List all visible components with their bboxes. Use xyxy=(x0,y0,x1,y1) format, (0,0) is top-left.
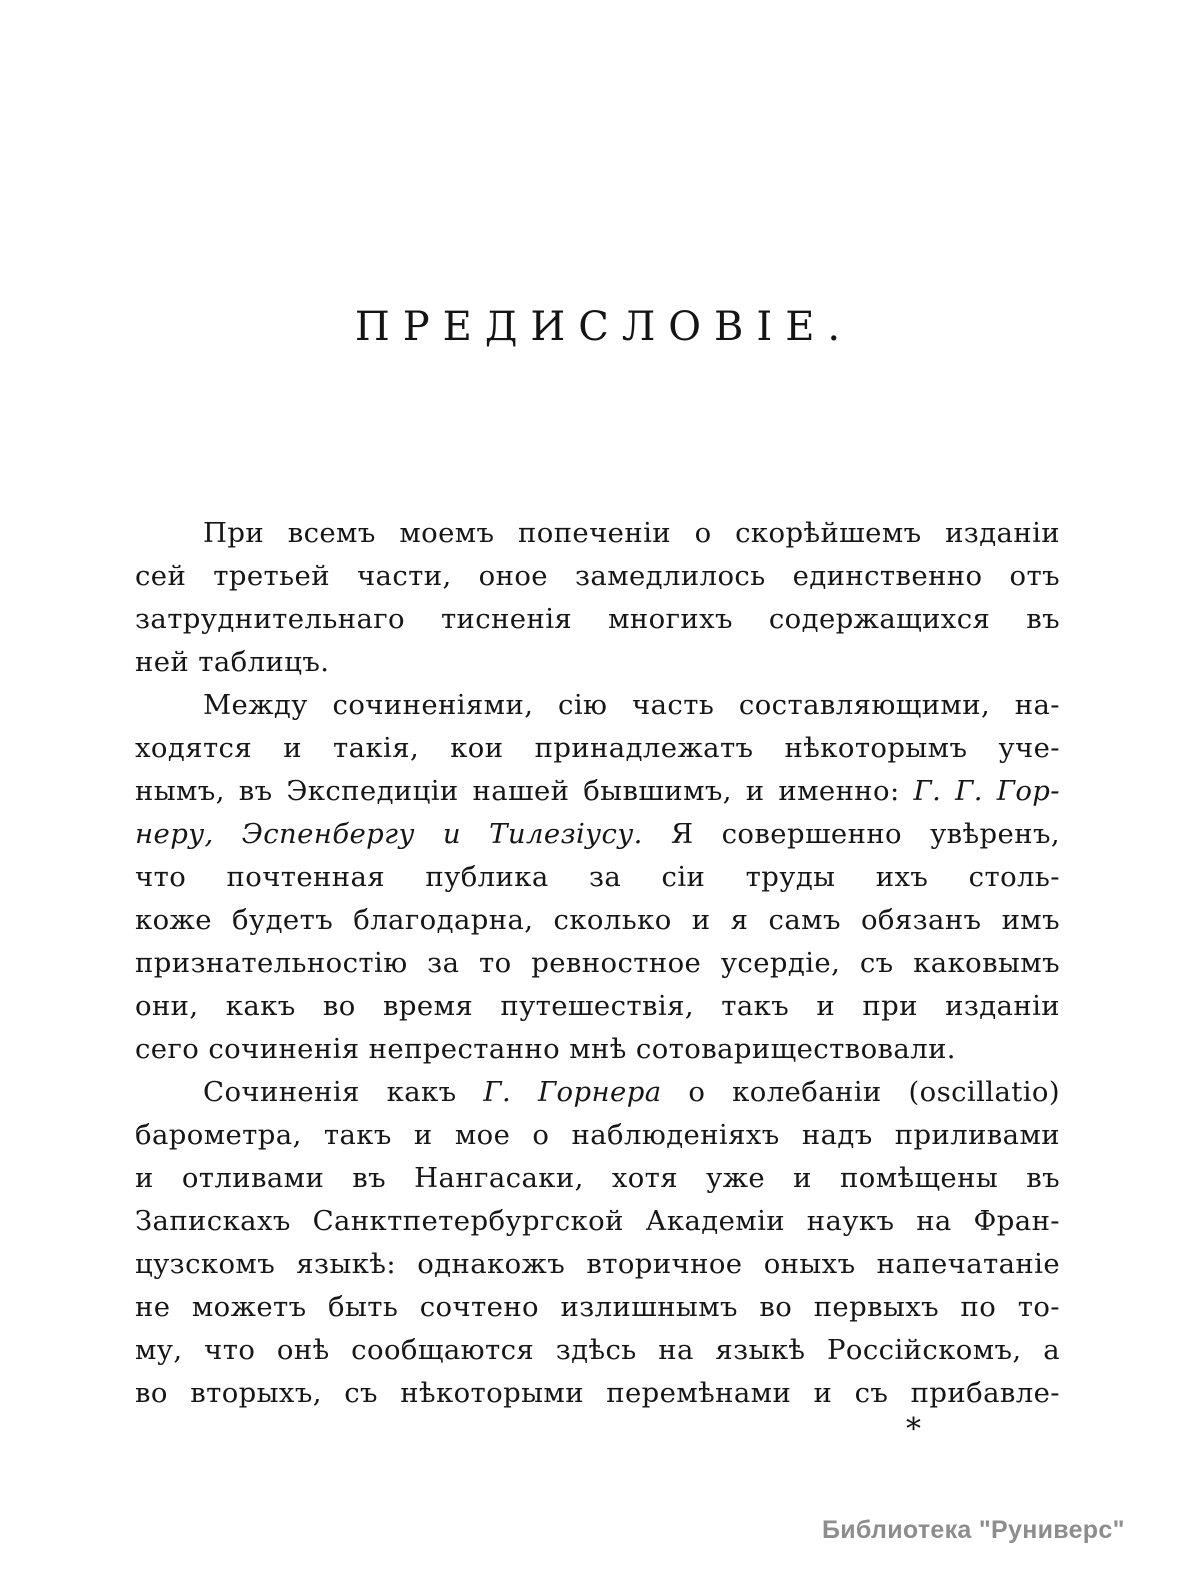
text-line: Запискахъ Санктпетербургской Академіи наукъ на Фран- xyxy=(135,1205,1060,1237)
text-line xyxy=(135,813,1060,856)
text-line: При всемъ моемъ попеченіи о скорѣйшемъ изданіи xyxy=(203,517,1060,549)
text-segment-italic: неру, Эспенбергу и Тилезіусу. xyxy=(135,818,643,850)
text-line: сей третьей части, оное замедлилось единственно отъ xyxy=(135,560,1060,592)
text-segment: Сочиненія какъ xyxy=(203,1076,484,1108)
text-segment: о колебаніи (oscillatio) xyxy=(661,1076,1060,1108)
text-line: не можетъ быть сочтено излишнымъ во первыхъ по то- xyxy=(135,1291,1060,1323)
text-line: они, какъ во время путешествія, такъ и при изданіи xyxy=(135,990,1060,1022)
page-title: ПРЕДИСЛОВІЕ. xyxy=(354,304,854,350)
text-line: что почтенная публика за сіи труды ихъ столь- xyxy=(135,861,1060,893)
text-line: коже будетъ благодарна, сколько и я самъ обязанъ имъ xyxy=(135,904,1060,936)
text-line: цузскомъ языкѣ: однакожъ вторичное оныхъ напечатаніе xyxy=(135,1248,1060,1280)
text-segment-italic: Г. Г. Гор- xyxy=(913,775,1060,807)
text-line: ней таблицъ. xyxy=(135,646,330,678)
text-line: и отливами въ Нангасаки, хотя уже и помѣщены въ xyxy=(135,1162,1060,1194)
text-segment: нымъ, въ Экспедиціи нашей бывшимъ, и именно: xyxy=(135,775,914,807)
signature-mark: * xyxy=(906,1412,921,1447)
watermark: Библиотека "Руниверс" xyxy=(822,1516,1125,1544)
text-line: во вторыхъ, съ нѣкоторыми перемѣнами и съ прибавле- xyxy=(135,1377,1060,1409)
text-line: барометра, такъ и мое о наблюденіяхъ надъ приливами xyxy=(135,1119,1060,1151)
text-segment: Я совершенно увѣренъ, xyxy=(642,818,1060,850)
text-line xyxy=(135,770,1060,813)
text-line: сего сочиненія непрестанно мнѣ сотовариществовали. xyxy=(135,1033,956,1065)
text-block xyxy=(135,512,1060,1415)
text-segment-italic: Г. Горнера xyxy=(483,1076,662,1108)
text-line: му, что онѣ сообщаются здѣсь на языкѣ Россійскомъ, а xyxy=(135,1334,1060,1366)
text-line: признательностію за то ревностное усердіе, съ каковымъ xyxy=(135,947,1060,979)
text-line: затруднительнаго тисненія многихъ содержащихся въ xyxy=(135,603,1060,635)
text-line: ходятся и такія, кои принадлежатъ нѣкоторымъ уче- xyxy=(135,732,1060,764)
text-line: Между сочиненіями, сію часть составляющими, на- xyxy=(203,689,1060,721)
text-line xyxy=(135,1071,1060,1114)
